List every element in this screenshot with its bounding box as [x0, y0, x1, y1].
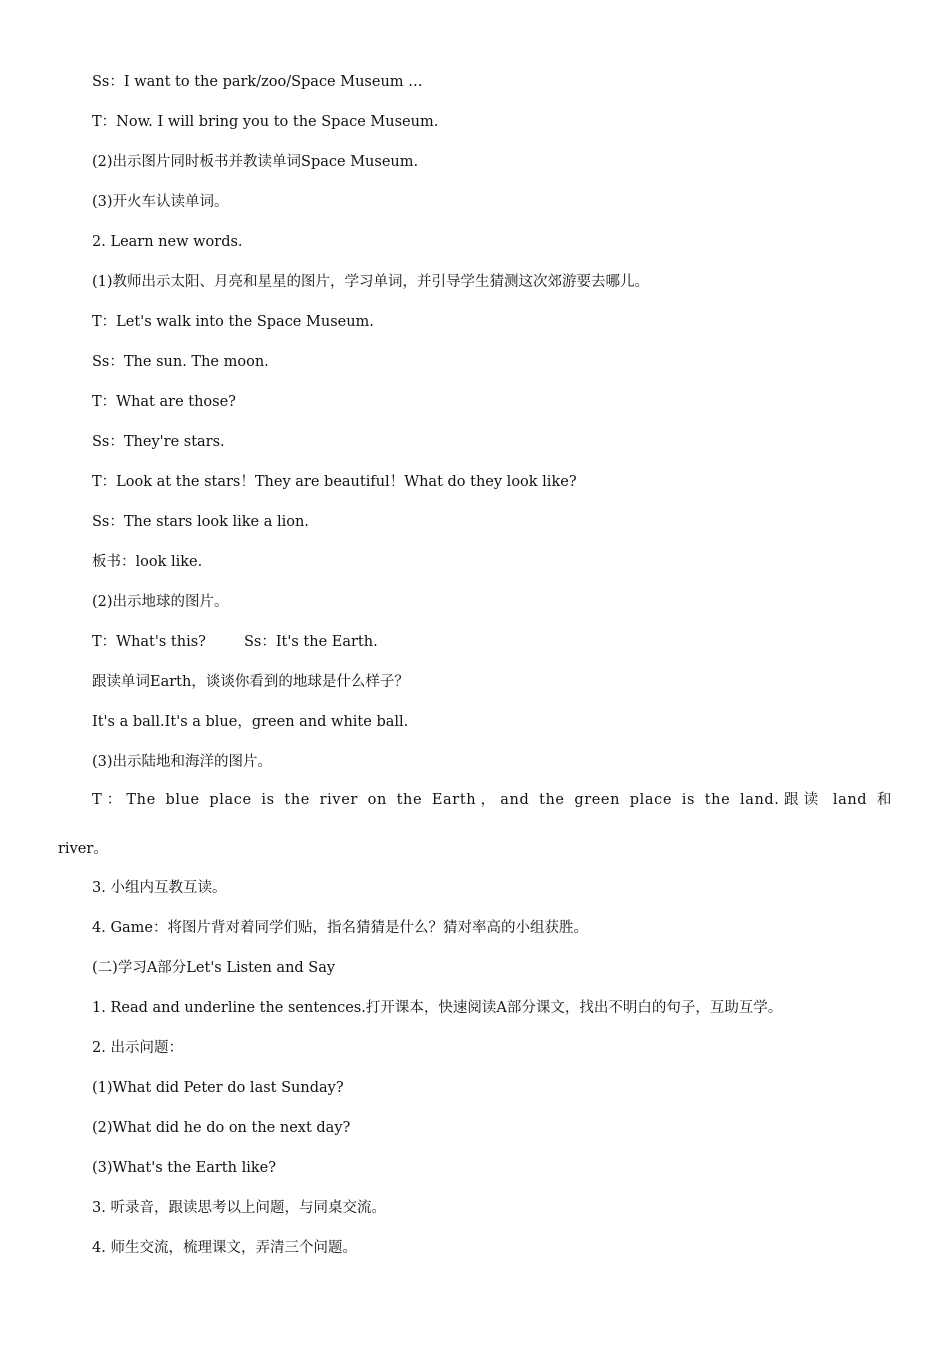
- text-line: (3)开火车认读单词。: [92, 194, 229, 210]
- text-line: (1)What did Peter do last Sunday?: [92, 1080, 344, 1096]
- student-answer: Ss：It's the Earth.: [243, 634, 378, 650]
- text-line: 3. 听录音，跟读思考以上问题，与同桌交流。: [92, 1200, 386, 1216]
- text-line: river。: [58, 841, 108, 857]
- text-line: Ss：The stars look like a lion.: [92, 514, 309, 530]
- text-line: [92, 632, 902, 652]
- text-line: (3)出示陆地和海洋的图片。: [92, 754, 273, 770]
- text-line: 1. Read and underline the sentences.打开课本，快速阅读A部分课文，找出不明白的句子，互助互学。: [92, 1000, 783, 1016]
- text-line: 3. 小组内互教互读。: [92, 880, 227, 896]
- text-line: (2)What did he do on the next day?: [92, 1120, 351, 1136]
- text-line: (2)出示图片同时板书并教读单词Space Museum.: [92, 154, 419, 170]
- text-line: (2)出示地球的图片。: [92, 594, 229, 610]
- text-line: (二)学习A部分Let's Listen and Say: [92, 960, 336, 976]
- text-line: Ss：The sun. The moon.: [92, 354, 269, 370]
- text-line: 2. Learn new words.: [92, 234, 243, 250]
- text-line: T：Now. I will bring you to the Space Museum.: [92, 114, 439, 130]
- text-line: T：What are those?: [92, 394, 236, 410]
- text-line: It's a ball.It's a blue，green and white ball.: [92, 714, 409, 730]
- text-line: 跟读单词Earth，谈谈你看到的地球是什么样子？: [92, 674, 409, 690]
- text-line: Ss：They're stars.: [92, 434, 225, 450]
- text-line: T：The blue place is the river on the Earth，and the green place is the land.跟读 land 和: [92, 792, 892, 808]
- text-line: 2. 出示问题：: [92, 1040, 183, 1056]
- teacher-question: T：What's this?: [92, 634, 206, 650]
- text-line: (1)教师出示太阳、月亮和星星的图片，学习单词，并引导学生猜测这次郊游要去哪儿。: [92, 274, 650, 290]
- text-line: Ss：I want to the park/zoo/Space Museum …: [92, 74, 423, 90]
- text-line: 4. Game：将图片背对着同学们贴，指名猜猜是什么？猜对率高的小组获胜。: [92, 920, 588, 936]
- text-line: T：Look at the stars！They are beautiful！What do they look like?: [92, 474, 577, 490]
- text-line: 板书：look like.: [92, 554, 203, 570]
- text-line: 4. 师生交流，梳理课文，弄清三个问题。: [92, 1240, 357, 1256]
- text-line: T：Let's walk into the Space Museum.: [92, 314, 374, 330]
- text-line: (3)What's the Earth like?: [92, 1160, 276, 1176]
